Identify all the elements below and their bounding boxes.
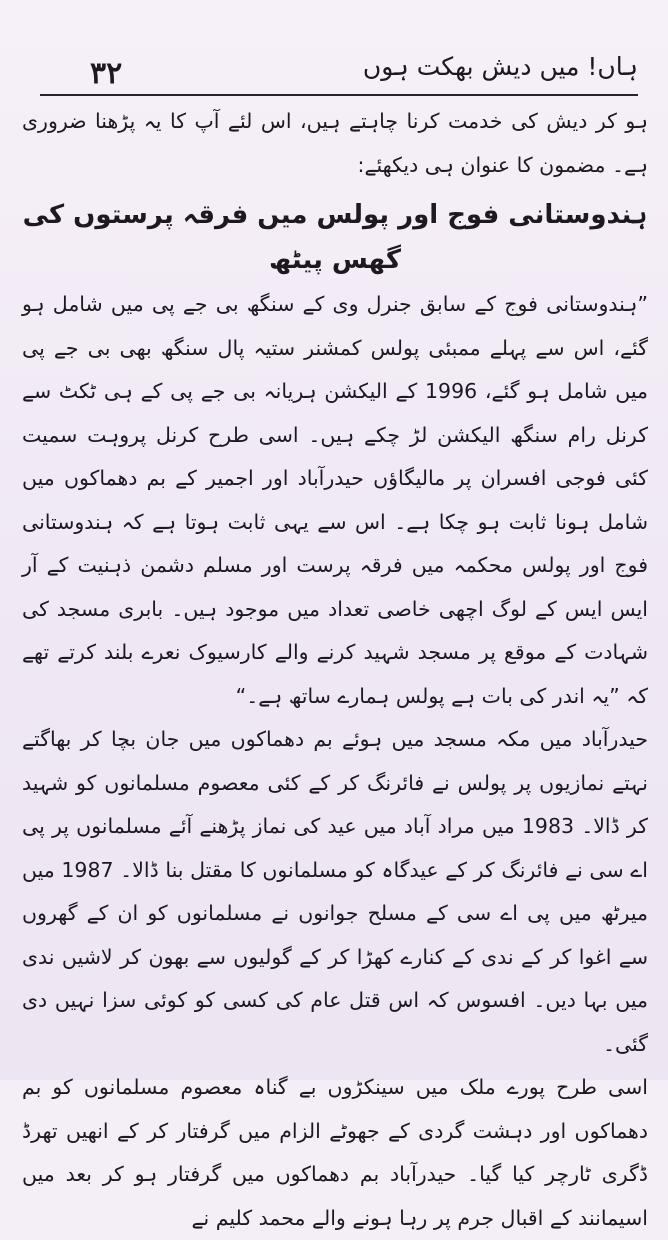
section-heading: ہندوستانی فوج اور پولس میں فرقہ پرستوں کی گھس پیٹھ <box>22 200 648 275</box>
quote-paragraph: ”ہندوستانی فوج کے سابق جنرل وی کے سنگھ بی جے پی میں شامل ہو گئے، اس سے پہلے ممبئی پولس کمشنر ستیہ پال سنگھ بھی بی جے پی میں شامل ہو گئے، 1996 کے الیکشن ہریانہ بی جے پی کے ہی ٹکٹ سے کرنل رام سنگھ الیکشن لڑ چکے ہیں۔ اسی طرح کرنل پروہت سمیت کئی فوجی افسران پر مالیگاؤں حیدرآباد اور اجمیر کے بم دھماکوں میں شامل ہونا ثابت ہو چکا ہے۔ اس سے یہی ثابت ہوتا ہے کہ ہندوستانی فوج اور پولس محکمہ میں فرقہ پرست اور مسلم دشمن ذہنیت کے آر ایس ایس کے لوگ اچھی خاصی تعداد میں موجود ہیں۔ بابری مسجد کی شہادت کے موقع پر مسجد شہید کرنے والے کارسیوک نعرے بلند کرتے تھے کہ ”یہ اندر کی بات ہے پولس ہمارے ساتھ ہے۔“ <box>22 292 648 708</box>
body-text <box>22 100 648 1240</box>
page-number: ۳۲ <box>90 56 123 91</box>
hyderabad-paragraph: حیدرآباد میں مکہ مسجد میں ہوئے بم دھماکوں میں جان بچا کر بھاگتے نہتے نمازیوں پر پولس نے فائرنگ کر کے کئی معصوم مسلمانوں کو شہید کر ڈالا۔ 1983 میں مراد آباد میں عید کی نماز پڑھنے آئے مسلمانوں پر پی اے سی نے فائرنگ کر کے عیدگاہ کو مسلمانوں کا مقتل بنا ڈالا۔ 1987 میں میرٹھ میں پی اے سی کے مسلح جوانوں نے مسلمانوں کو ان کے گھروں سے اغوا کر کے ندی کے کنارے کھڑا کر کے گولیوں سے بھون کر لاشیں ندی میں بہا دیں۔ افسوس کہ اس قتل عام کی کسی کو کوئی سزا نہیں دی گئی۔ <box>22 727 648 1056</box>
page-header <box>40 48 638 96</box>
running-title: ہاں! میں دیش بھکت ہوں <box>362 52 638 81</box>
intro-paragraph: ہو کر دیش کی خدمت کرنا چاہتے ہیں، اس لئے آپ کا یہ پڑھنا ضروری ہے۔ مضمون کا عنوان ہی دیکھئے: <box>22 109 648 177</box>
closing-paragraph: اسی طرح پورے ملک میں سینکڑوں بے گناہ معصوم مسلمانوں کو بم دھماکوں اور دہشت گردی کے جھوٹے الزام میں گرفتار کر کے انھیں تھرڈ ڈگری ٹارچر کیا گیا۔ حیدرآباد بم دھماکوں میں گرفتار ہو کر بعد میں اسیمانند کے اقبال جرم پر رہا ہونے والے محمد کلیم نے <box>22 1075 648 1230</box>
